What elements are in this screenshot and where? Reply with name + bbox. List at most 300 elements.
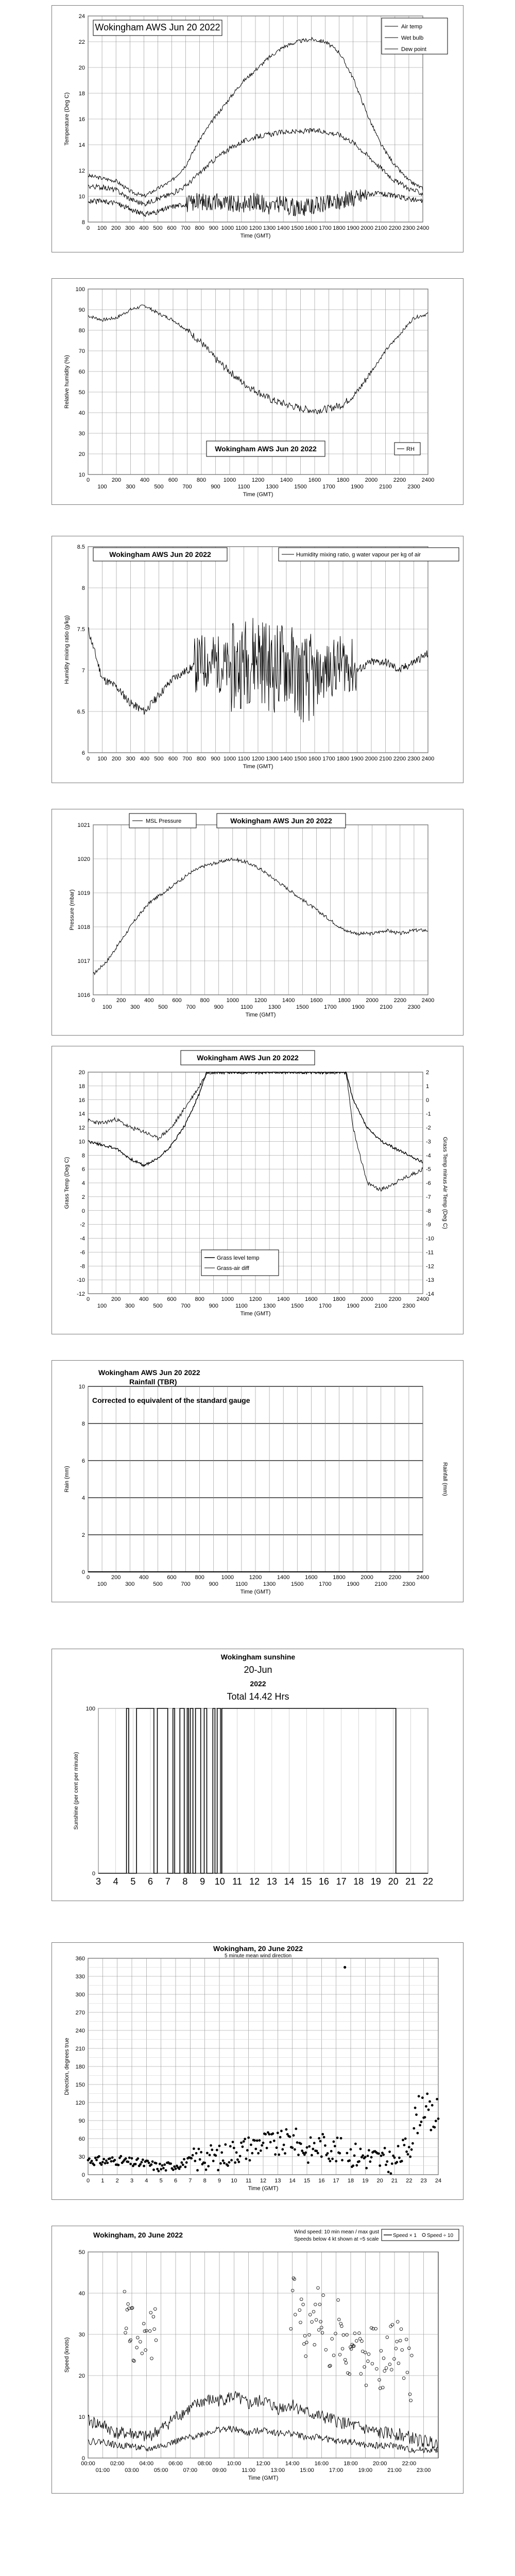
y-tick-label: 100 bbox=[85, 1706, 95, 1712]
x-tick-label: 11 bbox=[232, 1876, 242, 1887]
x-tick-label: 4 bbox=[145, 2178, 148, 2184]
x-tick-label: 13 bbox=[266, 1876, 277, 1887]
direction-point bbox=[161, 2164, 164, 2167]
x-tick-label: 18:00 bbox=[344, 2461, 358, 2467]
direction-point bbox=[192, 2154, 194, 2157]
x-axis-label: Time (GMT) bbox=[243, 492, 273, 498]
y-tick-label: 8 bbox=[81, 1421, 85, 1427]
x-tick-label: 10 bbox=[214, 1876, 225, 1887]
x-tick-label: 9 bbox=[217, 2178, 221, 2184]
y-axis-label: Humidity mixing ratio (g/kg) bbox=[64, 615, 70, 684]
direction-point bbox=[266, 2147, 268, 2149]
y-tick-label: 50 bbox=[78, 389, 85, 396]
direction-point bbox=[230, 2159, 233, 2162]
x-tick-label: 00:00 bbox=[81, 2461, 95, 2467]
y-tick-label: 80 bbox=[78, 328, 85, 334]
direction-point bbox=[129, 2163, 132, 2165]
x-tick-label: 15:00 bbox=[300, 2467, 314, 2473]
x-tick-label: 200 bbox=[111, 1296, 121, 1302]
x-tick-label: 1200 bbox=[249, 1574, 262, 1581]
x-axis-label: Time (GMT) bbox=[243, 764, 273, 770]
direction-point bbox=[312, 2148, 314, 2150]
direction-point bbox=[156, 2168, 159, 2171]
wind-direction-chart bbox=[52, 1943, 463, 2199]
x-tick-label: 700 bbox=[181, 1581, 191, 1587]
direction-point bbox=[227, 2164, 229, 2167]
x-tick-label: 1200 bbox=[251, 756, 265, 762]
x-axis-label: Time (GMT) bbox=[245, 1012, 276, 1018]
y-tick-label: 300 bbox=[75, 1992, 85, 1998]
x-tick-label: 1400 bbox=[277, 1574, 290, 1581]
x-tick-label: 500 bbox=[154, 756, 164, 762]
direction-point bbox=[424, 2116, 426, 2119]
direction-point bbox=[235, 2151, 238, 2154]
y-tick-label: -4 bbox=[80, 1235, 85, 1242]
y-tick-label: 2 bbox=[81, 1532, 85, 1538]
direction-point bbox=[223, 2162, 226, 2164]
x-tick-label: 15 bbox=[303, 2178, 311, 2184]
y-tick-label: 8 bbox=[81, 1153, 85, 1159]
direction-point bbox=[401, 2160, 403, 2162]
x-tick-label: 2000 bbox=[360, 225, 373, 231]
direction-point bbox=[285, 2128, 288, 2131]
x-tick-label: 22:00 bbox=[402, 2461, 417, 2467]
y-tick-label: 12 bbox=[78, 1125, 85, 1131]
x-tick-label: 8 bbox=[203, 2178, 207, 2184]
direction-point bbox=[183, 2158, 185, 2161]
direction-point bbox=[320, 2156, 323, 2158]
direction-point bbox=[279, 2136, 282, 2139]
direction-point bbox=[142, 2159, 144, 2161]
direction-point bbox=[293, 2134, 295, 2137]
x-tick-label: 04:00 bbox=[139, 2461, 154, 2467]
x-tick-label: 2400 bbox=[416, 1574, 430, 1581]
y-tick-label: 10 bbox=[78, 1384, 85, 1390]
direction-point bbox=[368, 2149, 370, 2151]
pressure-chart-panel bbox=[52, 809, 464, 1036]
y-tick-label: 7 bbox=[81, 668, 85, 674]
direction-point bbox=[159, 2163, 161, 2165]
sunshine-chart-panel bbox=[52, 1649, 464, 1901]
x-tick-label: 300 bbox=[130, 1004, 140, 1010]
direction-point bbox=[358, 2160, 360, 2163]
x-tick-label: 10:00 bbox=[227, 2461, 242, 2467]
direction-point bbox=[296, 2141, 299, 2144]
direction-point bbox=[380, 2155, 383, 2157]
direction-point bbox=[431, 2104, 434, 2107]
y2-tick-label: -10 bbox=[426, 1235, 434, 1242]
wind-speed-chart bbox=[52, 2226, 463, 2493]
x-tick-label: 08:00 bbox=[197, 2461, 212, 2467]
x-tick-label: 2000 bbox=[360, 1296, 373, 1302]
direction-point bbox=[346, 2152, 349, 2155]
direction-point bbox=[234, 2161, 236, 2164]
direction-point bbox=[111, 2156, 114, 2159]
direction-point bbox=[224, 2143, 227, 2146]
x-tick-label: 21 bbox=[405, 1876, 416, 1887]
y-axis-label: Relative humidity (%) bbox=[64, 355, 70, 409]
x-tick-label: 1900 bbox=[347, 1303, 359, 1309]
x-tick-label: 1500 bbox=[291, 1581, 304, 1587]
x-tick-label: 200 bbox=[111, 225, 121, 231]
x-tick-label: 600 bbox=[172, 997, 182, 1004]
x-tick-label: 14 bbox=[289, 2178, 296, 2184]
x-tick-label: 1000 bbox=[221, 1296, 234, 1302]
wind-direction-chart-panel bbox=[52, 1942, 464, 2200]
y-tick-label: 0 bbox=[81, 1569, 85, 1575]
legend-title: Wind speed: 10 min mean / max gust bbox=[294, 2229, 380, 2235]
direction-point bbox=[196, 2169, 199, 2172]
direction-point bbox=[276, 2146, 278, 2149]
direction-point bbox=[169, 2162, 172, 2165]
direction-point bbox=[370, 2156, 373, 2159]
x-tick-label: 5 bbox=[159, 2178, 163, 2184]
direction-point bbox=[218, 2145, 221, 2147]
direction-point bbox=[348, 2159, 351, 2162]
direction-point bbox=[336, 2137, 339, 2139]
direction-point bbox=[434, 2126, 436, 2129]
x-tick-label: 02:00 bbox=[110, 2461, 125, 2467]
x-tick-label: 05:00 bbox=[153, 2467, 168, 2473]
direction-point bbox=[352, 2164, 354, 2167]
x-tick-label: 100 bbox=[97, 1581, 107, 1587]
direction-point bbox=[306, 2146, 308, 2149]
y2-tick-label: 1 bbox=[426, 1083, 430, 1090]
x-tick-label: 600 bbox=[167, 1296, 177, 1302]
x-tick-label: 0 bbox=[86, 1574, 90, 1581]
direction-point bbox=[294, 2148, 296, 2151]
x-tick-label: 2100 bbox=[374, 1303, 387, 1309]
x-tick-label: 3 bbox=[95, 1876, 101, 1887]
x-tick-label: 1 bbox=[101, 2178, 105, 2184]
direction-point bbox=[310, 2137, 312, 2139]
direction-point bbox=[184, 2166, 187, 2168]
direction-point bbox=[119, 2155, 122, 2158]
direction-point bbox=[239, 2155, 242, 2158]
direction-point bbox=[194, 2160, 196, 2162]
x-tick-label: 17 bbox=[333, 2178, 339, 2184]
x-tick-label: 09:00 bbox=[212, 2467, 227, 2473]
x-tick-label: 100 bbox=[102, 1004, 112, 1010]
x-tick-label: 1600 bbox=[305, 1296, 318, 1302]
chart-year: 2022 bbox=[250, 1680, 266, 1688]
x-tick-label: 2300 bbox=[402, 225, 416, 231]
x-tick-label: 1200 bbox=[254, 997, 267, 1004]
direction-point bbox=[243, 2140, 245, 2143]
y-tick-label: 24 bbox=[78, 13, 85, 20]
pressure-chart bbox=[52, 809, 463, 1035]
direction-point bbox=[262, 2142, 265, 2144]
direction-point bbox=[384, 2147, 386, 2149]
x-tick-label: 18 bbox=[347, 2178, 354, 2184]
direction-point bbox=[379, 2164, 381, 2167]
direction-point bbox=[333, 2141, 335, 2143]
x-tick-label: 1000 bbox=[223, 756, 236, 762]
direction-point bbox=[110, 2160, 113, 2163]
x-tick-label: 1400 bbox=[280, 756, 293, 762]
x-tick-label: 1600 bbox=[305, 225, 318, 231]
direction-point bbox=[100, 2163, 103, 2166]
direction-point bbox=[203, 2162, 206, 2164]
y2-tick-label: -12 bbox=[426, 1263, 434, 1270]
x-tick-label: 900 bbox=[211, 484, 220, 490]
x-tick-label: 14:00 bbox=[285, 2461, 300, 2467]
chart-title: Wokingham AWS Jun 20 2022 bbox=[197, 1054, 299, 1062]
x-tick-label: 200 bbox=[116, 997, 126, 1004]
direction-point bbox=[232, 2141, 234, 2143]
direction-point bbox=[136, 2157, 139, 2160]
x-tick-label: 3 bbox=[130, 2178, 134, 2184]
x-tick-label: 100 bbox=[97, 756, 107, 762]
sunshine-chart bbox=[52, 1649, 463, 1901]
direction-point bbox=[280, 2130, 283, 2132]
y-tick-label: -10 bbox=[77, 1277, 85, 1284]
chart-total: Total 14.42 Hrs bbox=[227, 1691, 289, 1702]
direction-point bbox=[134, 2163, 137, 2165]
direction-point bbox=[88, 2157, 91, 2160]
x-tick-label: 300 bbox=[125, 225, 135, 231]
y-tick-label: 30 bbox=[78, 431, 85, 437]
direction-point bbox=[338, 2152, 341, 2155]
y-tick-label: 240 bbox=[75, 2028, 85, 2034]
x-tick-label: 7 bbox=[165, 1876, 170, 1887]
direction-point bbox=[427, 2109, 430, 2111]
chart-date: 20-Jun bbox=[244, 1665, 272, 1675]
y-axis-label: Rain (mm) bbox=[64, 1466, 70, 1493]
y-tick-label: 16 bbox=[78, 116, 85, 123]
direction-point bbox=[269, 2141, 272, 2144]
x-tick-label: 400 bbox=[139, 1296, 149, 1302]
y2-tick-label: -4 bbox=[426, 1153, 431, 1159]
y-tick-label: 18 bbox=[78, 91, 85, 97]
y-axis-label: Sunshine (per cent per minute) bbox=[73, 1752, 79, 1830]
direction-point bbox=[365, 2167, 368, 2170]
direction-point bbox=[425, 2105, 427, 2108]
x-tick-label: 4 bbox=[113, 1876, 118, 1887]
y-tick-label: 360 bbox=[75, 1956, 85, 1962]
x-tick-label: 1300 bbox=[266, 756, 279, 762]
x-tick-label: 900 bbox=[209, 1303, 218, 1309]
direction-point bbox=[344, 1966, 346, 1969]
x-tick-label: 16 bbox=[318, 1876, 329, 1887]
x-tick-label: 1300 bbox=[263, 1303, 276, 1309]
y-tick-label: 10 bbox=[78, 1139, 85, 1145]
x-tick-label: 1500 bbox=[294, 484, 307, 490]
direction-point bbox=[355, 2164, 358, 2167]
direction-point bbox=[143, 2165, 145, 2167]
y-tick-label: -2 bbox=[80, 1222, 85, 1228]
x-axis-label: Time (GMT) bbox=[240, 233, 271, 239]
direction-point bbox=[391, 2162, 393, 2165]
x-axis-label: Time (GMT) bbox=[248, 2185, 279, 2192]
direction-point bbox=[190, 2157, 193, 2160]
x-tick-label: 1000 bbox=[221, 1574, 234, 1581]
x-tick-label: 2400 bbox=[416, 225, 430, 231]
chart-subtitle: Rainfall (TBR) bbox=[129, 1378, 177, 1386]
grass-temp-chart bbox=[52, 1046, 463, 1334]
x-tick-label: 19 bbox=[362, 2178, 369, 2184]
x-tick-label: 2100 bbox=[380, 1004, 392, 1010]
y-tick-label: 14 bbox=[78, 142, 85, 148]
direction-point bbox=[173, 2165, 176, 2168]
x-tick-label: 2200 bbox=[393, 997, 407, 1004]
direction-point bbox=[236, 2158, 239, 2161]
x-tick-label: 1100 bbox=[235, 1303, 248, 1309]
x-tick-label: 2200 bbox=[393, 477, 406, 483]
direction-point bbox=[418, 2095, 420, 2097]
y-tick-label: 20 bbox=[78, 2373, 85, 2379]
direction-point bbox=[257, 2152, 260, 2155]
x-tick-label: 1800 bbox=[333, 1574, 346, 1581]
direction-point bbox=[350, 2148, 352, 2151]
x-tick-label: 900 bbox=[214, 1004, 224, 1010]
x-tick-label: 200 bbox=[111, 756, 122, 762]
x-tick-label: 1600 bbox=[305, 1574, 318, 1581]
direction-point bbox=[283, 2144, 285, 2146]
direction-point bbox=[328, 2158, 330, 2160]
direction-point bbox=[272, 2132, 274, 2135]
x-tick-label: 1100 bbox=[235, 225, 248, 231]
temperature-chart bbox=[52, 6, 463, 252]
y-tick-label: 70 bbox=[78, 348, 85, 354]
x-tick-label: 1700 bbox=[324, 1004, 337, 1010]
x-tick-label: 2200 bbox=[388, 1574, 402, 1581]
direction-point bbox=[410, 2148, 413, 2151]
direction-point bbox=[318, 2137, 320, 2140]
y-tick-label: 6.5 bbox=[77, 709, 85, 715]
x-tick-label: 1800 bbox=[333, 1296, 346, 1302]
direction-point bbox=[246, 2149, 249, 2151]
x-tick-label: 1400 bbox=[277, 225, 290, 231]
direction-point bbox=[278, 2154, 280, 2156]
y-tick-label: 1020 bbox=[77, 856, 90, 862]
direction-point bbox=[128, 2157, 131, 2159]
x-tick-label: 1300 bbox=[263, 225, 276, 231]
x-tick-label: 400 bbox=[140, 477, 150, 483]
direction-point bbox=[160, 2168, 162, 2171]
x-tick-label: 1900 bbox=[351, 756, 364, 762]
x-tick-label: 1700 bbox=[322, 484, 335, 490]
x-tick-label: 2200 bbox=[393, 756, 406, 762]
legend-label: Grass level temp bbox=[217, 1255, 260, 1261]
x-tick-label: 1600 bbox=[310, 997, 323, 1004]
y-tick-label: 180 bbox=[75, 2064, 85, 2070]
x-tick-label: 500 bbox=[153, 1581, 163, 1587]
legend-label: Speed ÷ 10 bbox=[427, 2233, 454, 2239]
x-tick-label: 16:00 bbox=[314, 2461, 329, 2467]
direction-point bbox=[340, 2137, 342, 2140]
legend-label: Air temp bbox=[401, 24, 422, 30]
x-tick-label: 2 bbox=[115, 2178, 119, 2184]
direction-point bbox=[242, 2145, 244, 2148]
x-tick-label: 100 bbox=[97, 484, 107, 490]
y-tick-label: 22 bbox=[78, 39, 85, 45]
x-tick-label: 03:00 bbox=[125, 2467, 139, 2473]
x-tick-label: 17:00 bbox=[329, 2467, 344, 2473]
x-tick-label: 18 bbox=[353, 1876, 364, 1887]
chart-title: Wokingham sunshine bbox=[220, 1653, 296, 1661]
direction-point bbox=[385, 2164, 387, 2166]
x-tick-label: 01:00 bbox=[95, 2467, 110, 2473]
x-tick-label: 0 bbox=[86, 477, 90, 483]
x-tick-label: 9 bbox=[200, 1876, 205, 1887]
x-tick-label: 1700 bbox=[319, 225, 332, 231]
direction-point bbox=[220, 2151, 223, 2154]
y-tick-label: 12 bbox=[78, 168, 85, 174]
y2-axis-label: Grass Temp minus Air Temp (Deg C) bbox=[442, 1137, 448, 1229]
direction-point bbox=[193, 2147, 195, 2150]
x-tick-label: 900 bbox=[211, 756, 220, 762]
x-tick-label: 1500 bbox=[294, 756, 307, 762]
y-tick-label: 60 bbox=[78, 369, 85, 375]
chart-title: Wokingham, 20 June 2022 bbox=[93, 2231, 183, 2239]
direction-point bbox=[237, 2161, 240, 2163]
direction-point bbox=[104, 2162, 107, 2164]
chart-title: Wokingham AWS Jun 20 2022 bbox=[230, 817, 332, 825]
direction-point bbox=[268, 2133, 270, 2136]
y2-tick-label: -6 bbox=[426, 1180, 431, 1187]
x-tick-label: 2200 bbox=[388, 225, 402, 231]
x-tick-label: 20 bbox=[376, 2178, 383, 2184]
rainfall-chart bbox=[52, 1361, 463, 1602]
x-tick-label: 1500 bbox=[291, 225, 304, 231]
wind-speed-chart-panel bbox=[52, 2226, 464, 2494]
x-tick-label: 1000 bbox=[223, 477, 236, 483]
y-tick-label: 20 bbox=[78, 1070, 85, 1076]
direction-point bbox=[207, 2165, 210, 2167]
y-tick-label: 6 bbox=[81, 1166, 85, 1173]
x-tick-label: 300 bbox=[125, 1581, 135, 1587]
x-tick-label: 600 bbox=[167, 225, 177, 231]
mixing-ratio-chart-panel bbox=[52, 536, 464, 783]
x-tick-label: 22 bbox=[422, 1876, 434, 1887]
y-tick-label: 90 bbox=[78, 2118, 85, 2124]
direction-point bbox=[240, 2142, 243, 2144]
direction-point bbox=[426, 2093, 428, 2095]
chart-title: Wokingham, 20 June 2022 bbox=[213, 1944, 303, 1953]
direction-point bbox=[199, 2158, 201, 2161]
x-tick-label: 7 bbox=[188, 2178, 192, 2184]
x-tick-label: 20 bbox=[388, 1876, 399, 1887]
x-tick-label: 16 bbox=[318, 2178, 325, 2184]
direction-point bbox=[417, 2132, 419, 2134]
y2-tick-label: -9 bbox=[426, 1222, 431, 1228]
y-axis-label: Direction, degrees true bbox=[64, 2038, 70, 2095]
direction-point bbox=[198, 2148, 200, 2150]
y-tick-label: 270 bbox=[75, 2010, 85, 2016]
direction-point bbox=[291, 2146, 294, 2149]
x-tick-label: 1700 bbox=[319, 1581, 332, 1587]
chart-title: Wokingham AWS Jun 20 2022 bbox=[95, 22, 220, 32]
x-tick-label: 2400 bbox=[421, 477, 435, 483]
legend-label: Humidity mixing ratio, g water vapour per kg of air bbox=[296, 552, 421, 558]
legend-label: Dew point bbox=[401, 46, 426, 53]
direction-point bbox=[254, 2148, 257, 2150]
direction-point bbox=[411, 2142, 414, 2145]
direction-point bbox=[94, 2157, 97, 2159]
x-tick-label: 500 bbox=[158, 1004, 168, 1010]
y-tick-label: 18 bbox=[78, 1083, 85, 1090]
x-tick-label: 700 bbox=[186, 1004, 196, 1010]
y2-tick-label: -2 bbox=[426, 1125, 431, 1131]
direction-point bbox=[367, 2155, 369, 2157]
direction-point bbox=[106, 2162, 109, 2164]
x-tick-label: 6 bbox=[148, 1876, 153, 1887]
direction-point bbox=[407, 2153, 409, 2156]
chart-title: Wokingham AWS Jun 20 2022 bbox=[109, 550, 211, 558]
direction-point bbox=[430, 2129, 432, 2131]
x-tick-label: 800 bbox=[196, 756, 207, 762]
